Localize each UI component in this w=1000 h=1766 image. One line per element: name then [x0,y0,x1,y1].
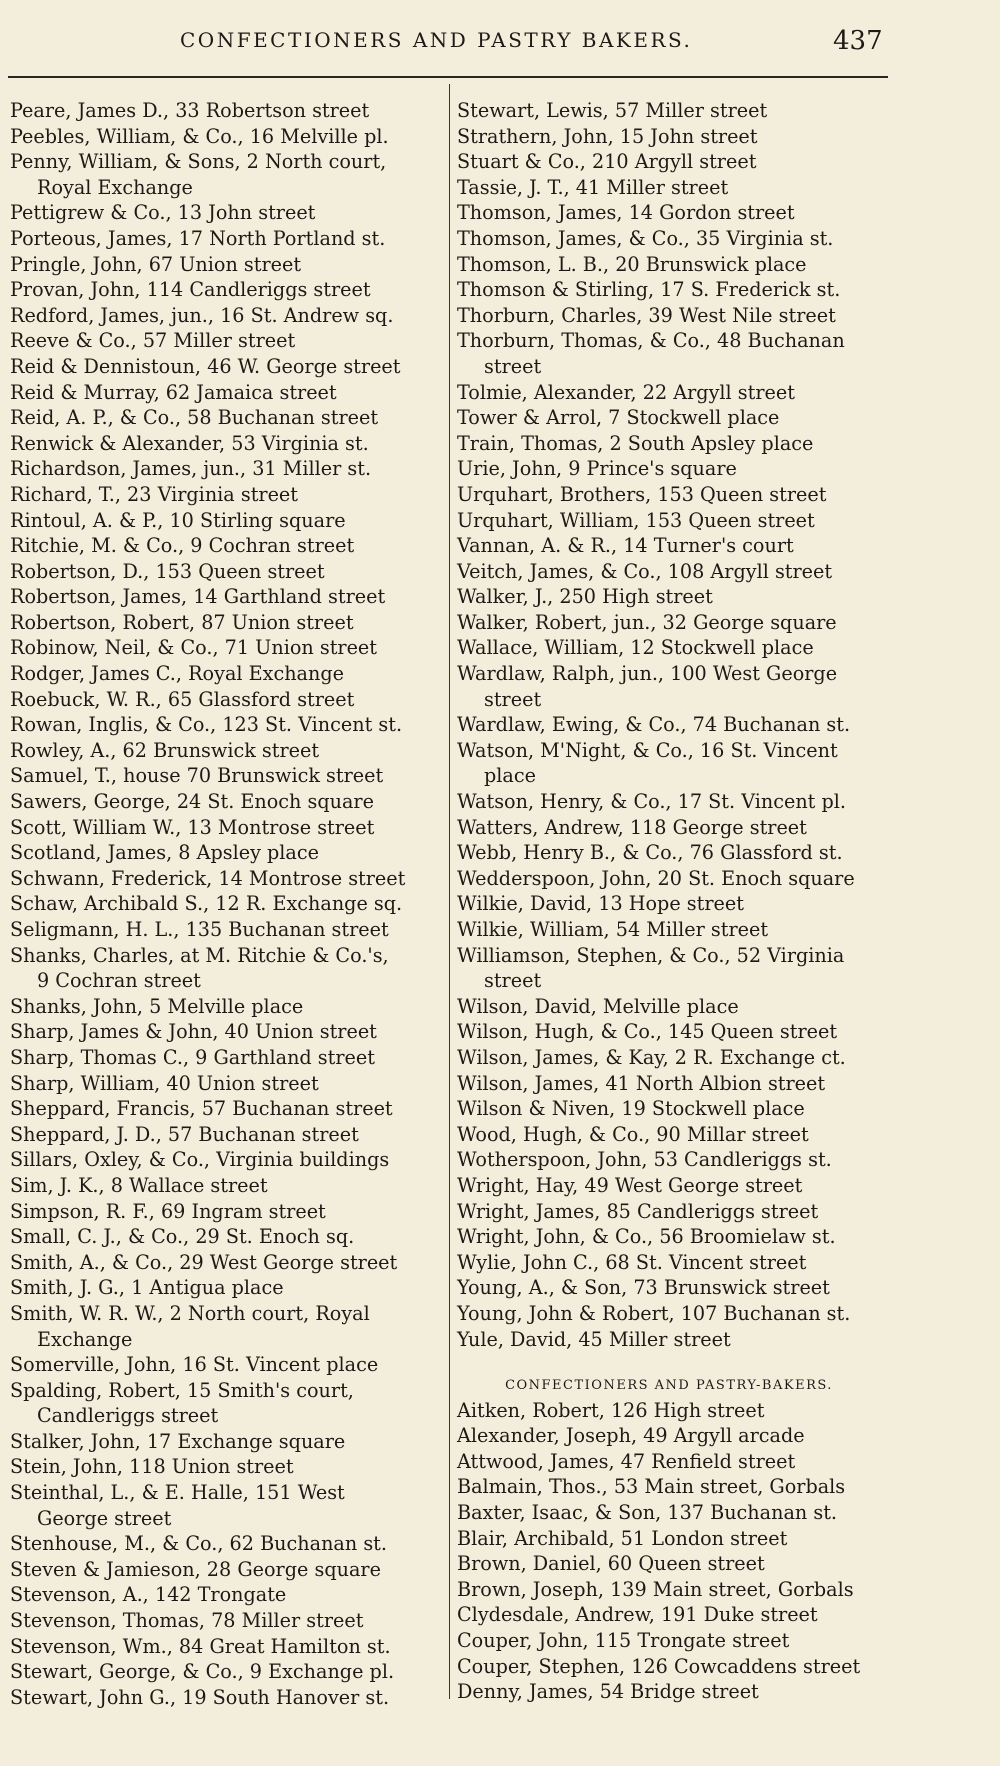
running-title: CONFECTIONERS AND PASTRY BAKERS. [180,28,693,52]
directory-entry-continuation: Candleriggs street [37,1404,219,1428]
directory-entry: Robertson, D., 153 Queen street [10,559,325,583]
directory-entry: Sharp, William, 40 Union street [10,1071,319,1095]
directory-entry: Walker, Robert, jun., 32 George square [457,610,837,634]
directory-entry: Wright, James, 85 Candleriggs street [457,1199,819,1223]
directory-entry: Scott, William W., 13 Montrose street [10,815,375,839]
directory-entry: Watson, M'Night, & Co., 16 St. Vincent [457,738,838,762]
directory-entry: Wilkie, David, 13 Hope street [457,892,744,916]
directory-entry: Steven & Jamieson, 28 George square [10,1557,381,1581]
directory-entry: Attwood, James, 47 Renfield street [457,1449,796,1473]
directory-entry: Alexander, Joseph, 49 Argyll arcade [457,1424,805,1448]
directory-entry: Young, A., & Son, 73 Brunswick street [457,1276,830,1300]
directory-entry: Brown, Joseph, 139 Main street, Gorbals [457,1577,854,1601]
directory-entry: Richard, T., 23 Virginia street [10,482,298,506]
directory-entry-continuation: place [484,764,536,788]
directory-entry: Aitken, Robert, 126 High street [457,1398,765,1422]
directory-entry: Couper, John, 115 Trongate street [457,1629,790,1653]
directory-entry: Robertson, Robert, 87 Union street [10,610,354,634]
directory-entry: Sharp, Thomas C., 9 Garthland street [10,1045,375,1069]
directory-entry-continuation: George street [37,1506,172,1530]
directory-entry: Schaw, Archibald S., 12 R. Exchange sq. [10,892,403,916]
directory-entry-continuation: 9 Cochran street [37,969,201,993]
directory-entry: Sheppard, Francis, 57 Buchanan street [10,1097,393,1121]
directory-entry: Sim, J. K., 8 Wallace street [10,1173,268,1197]
directory-entry: Simpson, R. F., 69 Ingram street [10,1199,326,1223]
directory-entry: Smith, J. G., 1 Antigua place [10,1276,284,1300]
directory-entry: Stenhouse, M., & Co., 62 Buchanan st. [10,1532,387,1556]
directory-entry-continuation: street [484,354,542,378]
directory-entry: Small, C. J., & Co., 29 St. Enoch sq. [10,1225,355,1249]
directory-entry: Tower & Arrol, 7 Stockwell place [457,406,780,430]
directory-entry: Denny, James, 54 Bridge street [457,1680,759,1704]
directory-entry: Couper, Stephen, 126 Cowcaddens street [457,1654,861,1678]
directory-entry: Tassie, J. T., 41 Miller street [457,175,729,199]
directory-entry: Yule, David, 45 Miller street [457,1327,731,1351]
directory-entry: Thomson, James, & Co., 35 Virginia st. [457,226,834,250]
directory-entry-continuation: street [484,687,542,711]
section-heading: CONFECTIONERS AND PASTRY-BAKERS. [505,1378,833,1394]
directory-entry: Wilson, James, & Kay, 2 R. Exchange ct. [457,1045,846,1069]
directory-entry-continuation: Royal Exchange [37,175,193,199]
directory-entry: Schwann, Frederick, 14 Montrose street [10,866,406,890]
directory-entry: Wallace, William, 12 Stockwell place [457,636,814,660]
directory-entry: Train, Thomas, 2 South Apsley place [457,431,814,455]
directory-entry: Reid & Murray, 62 Jamaica street [10,380,337,404]
directory-entry: Wood, Hugh, & Co., 90 Millar street [457,1122,809,1146]
directory-entry: Samuel, T., house 70 Brunswick street [10,764,384,788]
directory-entry: Urie, John, 9 Prince's square [457,457,737,481]
directory-entry: Stalker, John, 17 Exchange square [10,1429,346,1453]
directory-entry: Wilson, James, 41 North Albion street [457,1071,826,1095]
directory-entry: Watters, Andrew, 118 George street [457,815,807,839]
header-rule [8,76,888,78]
directory-entry: Provan, John, 114 Candleriggs street [10,278,371,302]
directory-entry: Wilson & Niven, 19 Stockwell place [457,1097,805,1121]
directory-entry: Sawers, George, 24 St. Enoch square [10,790,374,814]
directory-entry: Wilson, Hugh, & Co., 145 Queen street [457,1020,838,1044]
directory-entry: Roebuck, W. R., 65 Glassford street [10,687,355,711]
directory-entry: Clydesdale, Andrew, 191 Duke street [457,1603,818,1627]
directory-entry: Reid, A. P., & Co., 58 Buchanan street [10,406,379,430]
directory-entry: Somerville, John, 16 St. Vincent place [10,1353,379,1377]
directory-entry: Veitch, James, & Co., 108 Argyll street [457,559,833,583]
right-column-entries [457,98,887,1352]
directory-entry: Shanks, John, 5 Melville place [10,994,304,1018]
directory-entry: Urquhart, William, 153 Queen street [457,508,815,532]
directory-entry: Brown, Daniel, 60 Queen street [457,1552,765,1576]
directory-entry: Stevenson, A., 142 Trongate [10,1583,287,1607]
section-entries [457,1398,887,1705]
directory-entry: Peare, James D., 33 Robertson street [10,99,370,122]
directory-entry: Rintoul, A. & P., 10 Stirling square [10,508,346,532]
directory-entry: Walker, J., 250 High street [457,585,713,609]
directory-entry: Williamson, Stephen, & Co., 52 Virginia [457,943,845,967]
directory-entry: Stewart, George, & Co., 9 Exchange pl. [10,1660,395,1684]
directory-entry: Young, John & Robert, 107 Buchanan st. [457,1301,851,1325]
directory-entry: Porteous, James, 17 North Portland st. [10,226,386,250]
directory-entry: Rodger, James C., Royal Exchange [10,662,344,686]
directory-entry: Stein, John, 118 Union street [10,1455,294,1479]
directory-entry: Sharp, James & John, 40 Union street [10,1020,377,1044]
directory-entry: Webb, Henry B., & Co., 76 Glassford st. [457,841,843,865]
directory-entry: Wedderspoon, John, 20 St. Enoch square [457,866,855,890]
directory-entry: Urquhart, Brothers, 153 Queen street [457,482,827,506]
directory-entry: Wilkie, William, 54 Miller street [457,918,769,941]
left-column [10,98,444,1710]
directory-entry: Strathern, John, 15 John street [457,124,758,148]
directory-entry: Wright, Hay, 49 West George street [457,1173,803,1197]
directory-entry: Vannan, A. & R., 14 Turner's court [457,534,794,558]
directory-entry: Scotland, James, 8 Apsley place [10,841,319,865]
directory-entry: Smith, A., & Co., 29 West George street [10,1250,398,1274]
directory-entry: Thomson, James, 14 Gordon street [457,201,795,225]
directory-entry: Redford, James, jun., 16 St. Andrew sq. [10,303,394,327]
directory-entry: Reeve & Co., 57 Miller street [10,329,296,353]
directory-entry: Reid & Dennistoun, 46 W. George street [10,354,401,378]
directory-entry: Wylie, John C., 68 St. Vincent street [457,1250,807,1274]
directory-entry: Smith, W. R. W., 2 North court, Royal [10,1301,370,1325]
directory-entry: Stevenson, Wm., 84 Great Hamilton st. [10,1634,391,1658]
directory-entry: Tolmie, Alexander, 22 Argyll street [457,380,795,404]
directory-entry: Blair, Archibald, 51 London street [457,1526,788,1550]
directory-entry: Sillars, Oxley, & Co., Virginia buildings [10,1148,390,1172]
directory-entry: Stevenson, Thomas, 78 Miller street [10,1609,364,1633]
directory-entry: Thorburn, Charles, 39 West Nile street [457,303,836,327]
directory-entry-continuation: street [484,969,542,993]
directory-entry: Wardlaw, Ralph, jun., 100 West George [457,662,838,686]
directory-entry: Richardson, James, jun., 31 Miller st. [10,457,372,481]
column-divider [449,84,450,1699]
directory-entry: Seligmann, H. L., 135 Buchanan street [10,918,389,941]
directory-entry: Rowley, A., 62 Brunswick street [10,738,320,762]
directory-entry: Peebles, William, & Co., 16 Melville pl. [10,124,389,148]
directory-entry: Thomson, L. B., 20 Brunswick place [457,252,807,276]
directory-entry: Wilson, David, Melville place [457,994,739,1018]
directory-entry: Shanks, Charles, at M. Ritchie & Co.'s, [10,943,389,967]
directory-entry: Wotherspoon, John, 53 Candleriggs st. [457,1148,832,1172]
directory-entry: Steinthal, L., & E. Halle, 151 West [10,1481,345,1505]
directory-entry: Wardlaw, Ewing, & Co., 74 Buchanan st. [457,713,851,737]
directory-entry: Thomson & Stirling, 17 S. Frederick st. [457,278,841,302]
directory-entry: Penny, William, & Sons, 2 North court, [10,150,387,174]
directory-entry: Balmain, Thos., 53 Main street, Gorbals [457,1475,846,1499]
directory-entry: Spalding, Robert, 15 Smith's court, [10,1378,354,1402]
directory-entry: Thorburn, Thomas, & Co., 48 Buchanan [457,329,845,353]
directory-entry: Robertson, James, 14 Garthland street [10,585,386,609]
directory-entry: Baxter, Isaac, & Son, 137 Buchanan st. [457,1501,838,1525]
directory-entry: Pettigrew & Co., 13 John street [10,201,316,225]
right-column [457,98,887,1705]
directory-entry: Renwick & Alexander, 53 Virginia st. [10,431,369,455]
directory-entry: Stewart, John G., 19 South Hanover st. [10,1685,390,1709]
directory-entry: Sheppard, J. D., 57 Buchanan street [10,1122,359,1146]
directory-entry: Pringle, John, 67 Union street [10,252,302,276]
directory-entry: Stewart, Lewis, 57 Miller street [457,99,768,122]
directory-entry: Rowan, Inglis, & Co., 123 St. Vincent st. [10,713,403,737]
directory-entry: Watson, Henry, & Co., 17 St. Vincent pl. [457,790,847,814]
directory-entry-continuation: Exchange [37,1327,133,1351]
directory-entry: Robinow, Neil, & Co., 71 Union street [10,636,377,660]
page-header [0,22,1000,62]
directory-entry: Wright, John, & Co., 56 Broomielaw st. [457,1225,836,1249]
directory-entry: Ritchie, M. & Co., 9 Cochran street [10,534,355,558]
directory-entry: Stuart & Co., 210 Argyll street [457,150,757,174]
page-number: 437 [833,26,883,56]
